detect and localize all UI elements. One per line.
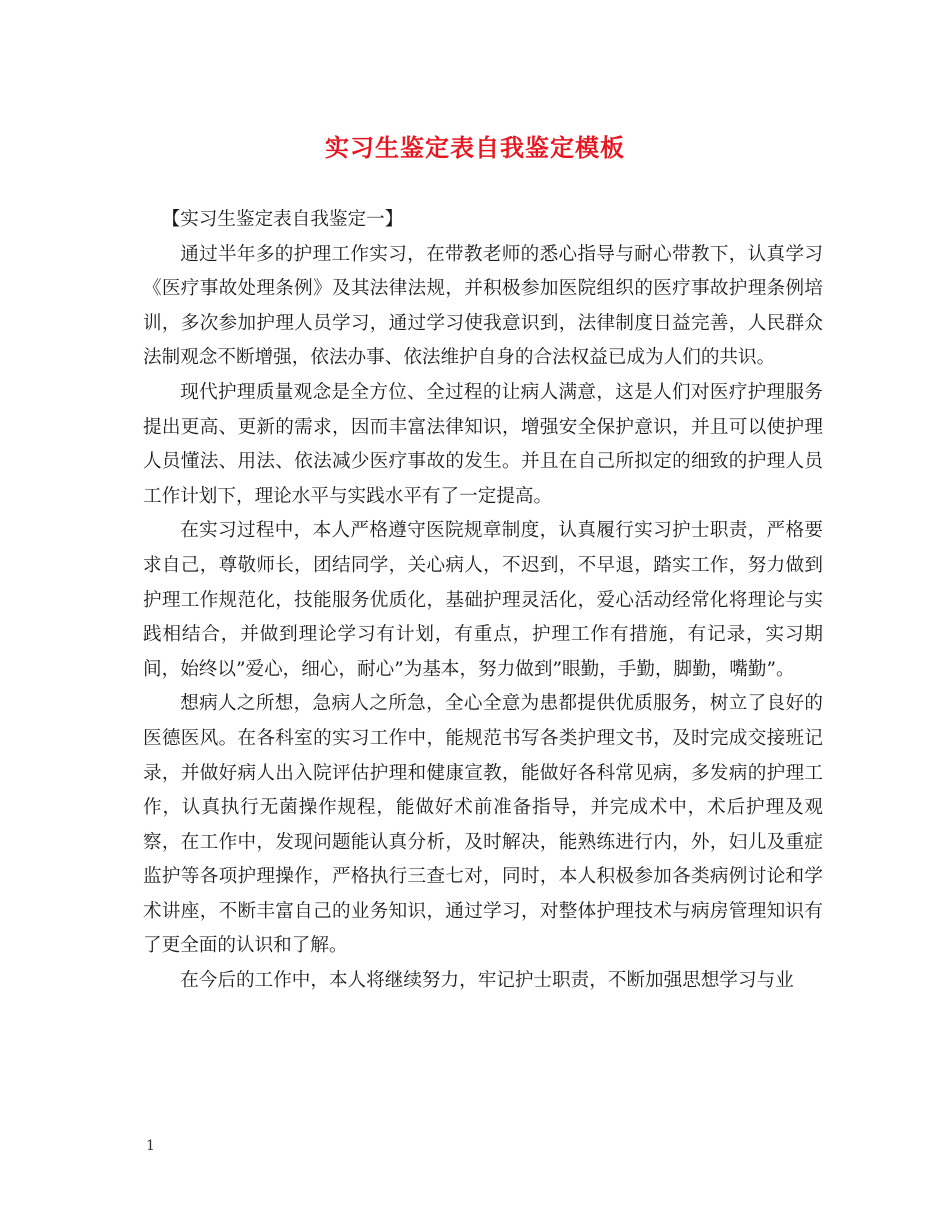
paragraph-5: 在今后的工作中，本人将继续努力，牢记护士职责，不断加强思想学习与业 — [180, 970, 794, 992]
paragraph-4: 想病人之所想，急病人之所急，全心全意为患都提供优质服务，树立了良好的医德医风。在各科室的实习工作中，能规范书写各类护理文书，及时完成交接班记录，并做好病人出入院评估护理和健康宣教，能做好各科常见病，多发病的护理工作，认真执行无菌操作规程，能做好术前准备指导，并完成术中，术后护理及观察，在工作中，发现问题能认真分析，及时解决，能熟练进行内，外，妇儿及重症监护等各项护理操作，严格执行三查七对，同时，本人积极参加各类病例讨论和学术讲座，不断丰富自己的业务知识，通过学习，对整体护理技术与病房管理知识有了更全面的认识和了解。 — [143, 693, 823, 957]
page-number: 1 — [146, 1138, 155, 1154]
paragraph-1: 通过半年多的护理工作实习，在带教老师的悉心指导与耐心带教下，认真学习《医疗事故处理条例》及其法律法规，并积极参加医院组织的医疗事故护理条例培训，多次参加护理人员学习，通过学习使我意识到，法律制度日益完善，人民群众法制观念不断增强，依法办事、依法维护自身的合法权益已成为人们的共识。 — [143, 243, 823, 369]
document-body — [143, 203, 823, 999]
paragraph-3: 在实习过程中，本人严格遵守医院规章制度，认真履行实习护士职责，严格要求自己，尊敬师长，团结同学，关心病人，不迟到，不早退，踏实工作，努力做到护理工作规范化，技能服务优质化，基础护理灵活化，爱心活动经常化将理论与实践相结合，并做到理论学习有计划，有重点，护理工作有措施，有记录，实习期间，始终以”爱心，细心，耐心”为基本，努力做到”眼勤，手勤，脚勤，嘴勤”。 — [143, 520, 823, 680]
document-title: 实习生鉴定表自我鉴定模板 — [325, 133, 625, 162]
paragraph-2: 现代护理质量观念是全方位、全过程的让病人满意，这是人们对医疗护理服务提出更高、更新的需求，因而丰富法律知识，增强安全保护意识，并且可以使护理人员懂法、用法、依法减少医疗事故的发生。并且在自己所拟定的细致的护理人员工作计划下，理论水平与实践水平有了一定提高。 — [143, 381, 823, 507]
section-heading: 【实习生鉴定表自我鉴定一】 — [161, 209, 404, 230]
